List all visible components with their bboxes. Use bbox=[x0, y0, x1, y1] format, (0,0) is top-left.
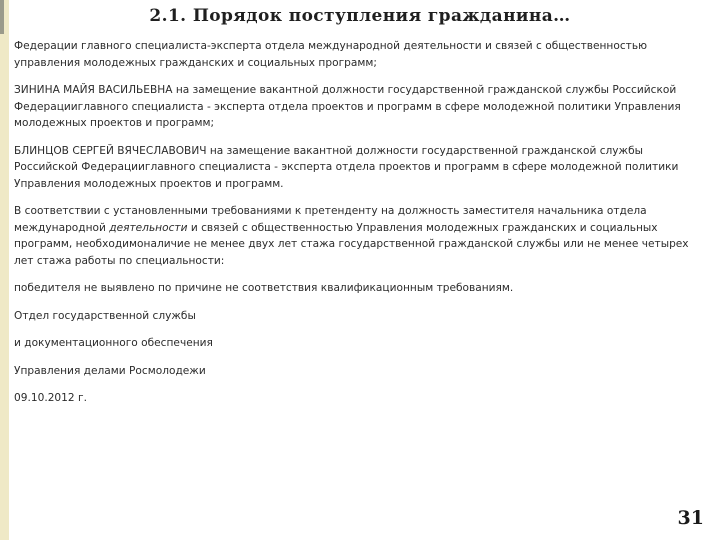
left-decorative-stripe bbox=[0, 0, 9, 540]
signature-line-2: и документационного обеспечения bbox=[14, 337, 213, 349]
paragraph-blintsov: БЛИНЦОВ СЕРГЕЙ ВЯЧЕСЛАВОВИЧ на замещение вакантной должности государственной гражданской службы Российской Федерацииглавного специалиста - эксперта отдела проектов и программ в сфере молодежной политики Управления молодежных проектов и программ. bbox=[14, 144, 679, 190]
paragraph-continuation: Федерации главного специалиста-эксперта отдела международной деятельности и связей с общественностью управления молодежных гражданских и социальных программ; bbox=[14, 40, 647, 69]
requirements-text-1: В соответствии с установленными требованиями к претенденту на должность заместителя начальника отдела международной bbox=[14, 205, 647, 234]
paragraph-zinina: ЗИНИНА МАЙЯ ВАСИЛЬЕВНА на замещение вакантной должности государственной гражданской службы Российской Федерацииглавного специалиста - эксперта отдела проектов и программ в сфере молодежной политики Управления молодежных проектов и программ; bbox=[14, 84, 681, 129]
paragraph-result: победителя не выявлено по причине не соответствия квалификационным требованиям. bbox=[14, 282, 514, 294]
document-screenshot bbox=[10, 36, 710, 506]
requirements-emphasis: деятельности bbox=[109, 221, 188, 234]
slide-title: 2.1. Порядок поступления гражданина… bbox=[149, 6, 571, 26]
page-number: 31 bbox=[677, 507, 704, 529]
document-date: 09.10.2012 г. bbox=[14, 392, 87, 404]
signature-line-3: Управления делами Росмолодежи bbox=[14, 364, 206, 377]
paragraph-requirements bbox=[14, 203, 704, 269]
document-body bbox=[14, 38, 704, 418]
requirements-text-2: и связей с общественностью Управления молодежных гражданских и социальных программ, необходимоналичие не менее двух лет стажа государственной гражданской службы или не менее четырех лет стажа работы по специальности: bbox=[14, 221, 689, 267]
signature-line-1: Отдел государственной службы bbox=[14, 309, 196, 322]
